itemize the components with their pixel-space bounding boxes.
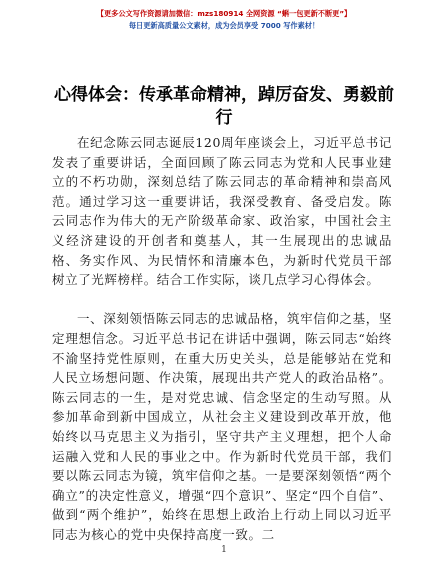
promo-banner xyxy=(0,8,448,32)
document-title: 心得体会：传承革命精神，踔厉奋发、勇毅前行 xyxy=(54,85,394,128)
document-body xyxy=(52,133,392,544)
page-number: 1 xyxy=(221,545,227,555)
paragraph-section-1: 一、深刻领悟陈云同志的忠诚品格，筑牢信仰之基，坚定理想信念。习近平总书记在讲话中强调，陈云同志“始终不渝坚持党性原则，在重大历史关头，总是能够站在党和人民立场想问题、作决策，展现出共产党人的政治品格”。陈云同志的一生，是对党忠诚、信念坚定的生动写照。从参加革命到新中国成立，从社会主义建设到改革开放，他始终以马克思主义为指引，坚守共产主义理想，把个人命运融入党和人民的事业之中。作为新时代党员干部，我们要以陈云同志为镜，筑牢信仰之基。一是要深刻领悟“两个确立”的决定性意义，增强“四个意识”、坚定“四个自信”、做到“两个维护”，始终在思想上政治上行动上同以习近平同志为核心的党中央保持高度一致。二 xyxy=(52,311,392,542)
paragraph-intro: 在纪念陈云同志诞辰120周年座谈会上，习近平总书记发表了重要讲话，全面回顾了陈云同志为党和人民事业建立的不朽功勋，深刻总结了陈云同志的革命精神和崇高风范。通过学习这一重要讲话，我深受教育、备受启发。陈云同志作为伟大的无产阶级革命家、政治家，中国社会主义经济建设的开创者和奠基人，其一生展现出的忠诚品格、务实作风、为民情怀和清廉本色，为新时代党员干部树立了光辉榜样。结合工作实际，谈几点学习心得体会。 xyxy=(52,135,392,288)
promo-banner-line-2: 每日更新高质量公文素材，成为会员享受 7000 写作素材！ xyxy=(128,21,320,30)
promo-banner-line-1: 【更多公文写作资源请加微信：mzs180914 全网资源 “蝌一包更新不断更”】 xyxy=(96,9,352,18)
